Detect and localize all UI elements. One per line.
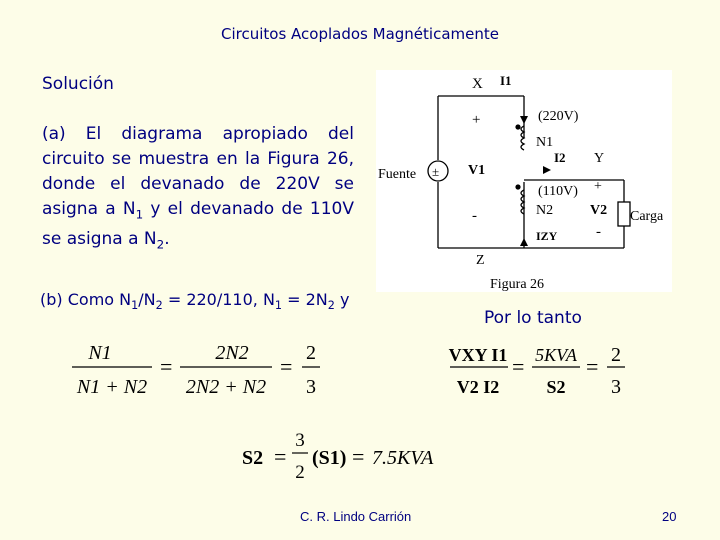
label-n2: N2 <box>536 203 554 218</box>
label-i2: I2 <box>554 150 566 165</box>
eq1-frac2-den: 2N2 + N2 <box>185 376 267 398</box>
eq1-frac1-den: N1 + N2 <box>76 376 148 398</box>
eq1-frac3-num: 2 <box>306 342 316 364</box>
label-y: Y <box>594 151 605 166</box>
part-b-text: (b) Como $N_1/N_2 = 220/110$, $N_1 = 2N_2$ y <box>40 290 350 313</box>
eq3-coef-den: 2 <box>295 462 305 483</box>
eq2-equals-2: = <box>586 354 599 379</box>
equation-s2 <box>240 424 460 490</box>
por-lo-tanto-label: Por lo tanto <box>484 308 582 328</box>
eq2-lhs-den: V2 I2 <box>456 377 500 397</box>
slide-title: Circuitos Acoplados Magnéticamente <box>221 25 499 43</box>
eq2-mid-num: 5KVA <box>535 345 577 365</box>
source-symbol: ± <box>432 164 440 179</box>
page-number: 20 <box>662 509 677 524</box>
eq1-frac2-num: 2N2 <box>215 342 249 364</box>
solution-label: Solución <box>42 74 114 94</box>
equation-ratio <box>68 335 328 405</box>
footer-author: C. R. Lindo Carrión <box>300 509 412 524</box>
part-a-text: (a) El diagrama apropiado del circuito se muestra en la Figura 26, donde el devanado de 220V se asigna a $N_1$ y el devanado de 110V se asigna a $N_2$. <box>42 124 354 252</box>
eq1-frac3-den: 3 <box>306 376 316 398</box>
dot-n2 <box>515 184 520 189</box>
eq2-equals-1: = <box>512 354 525 379</box>
label-minus-right: - <box>596 224 601 240</box>
eq3-equals-1: = <box>274 444 287 469</box>
eq1-frac1-num: N1 <box>88 342 112 364</box>
eq2-rhs-num: 2 <box>611 344 621 366</box>
dot-n1 <box>515 124 520 129</box>
arrow-i2 <box>543 166 551 174</box>
eq2-lhs-num: VXY I1 <box>448 345 508 365</box>
equation-power-ratio <box>446 335 636 405</box>
label-z: Z <box>476 253 485 268</box>
label-i1: I1 <box>500 73 512 88</box>
load-resistor <box>618 202 630 226</box>
label-v2: V2 <box>590 203 608 218</box>
label-110v: (110V) <box>538 184 578 199</box>
label-fuente: Fuente <box>378 167 417 182</box>
label-n1: N1 <box>536 135 554 150</box>
arrow-izy <box>520 238 528 246</box>
eq2-rhs-den: 3 <box>611 376 621 398</box>
eq1-equals-1: = <box>160 354 173 379</box>
eq3-coef-num: 3 <box>295 430 305 451</box>
circuit-diagram <box>376 70 672 292</box>
label-minus-left: - <box>472 208 477 224</box>
circuit-figure <box>376 70 672 292</box>
label-carga: Carga <box>630 209 664 224</box>
label-v1: V1 <box>468 163 486 178</box>
eq3-equals-2: = <box>352 444 365 469</box>
figure-caption: Figura 26 <box>490 277 545 292</box>
label-plus-top: + <box>472 112 481 128</box>
eq3-result: 7.5KVA <box>372 447 434 469</box>
eq3-term: (S1) <box>312 447 347 469</box>
arrow-i1 <box>520 116 528 124</box>
eq3-lhs: S2 <box>242 447 264 469</box>
label-220v: (220V) <box>538 109 579 124</box>
eq1-equals-2: = <box>280 354 293 379</box>
eq2-mid-den: S2 <box>546 377 566 397</box>
label-izy: IZY <box>536 229 558 243</box>
label-plus-right: + <box>594 179 602 194</box>
label-x: X <box>472 76 483 92</box>
